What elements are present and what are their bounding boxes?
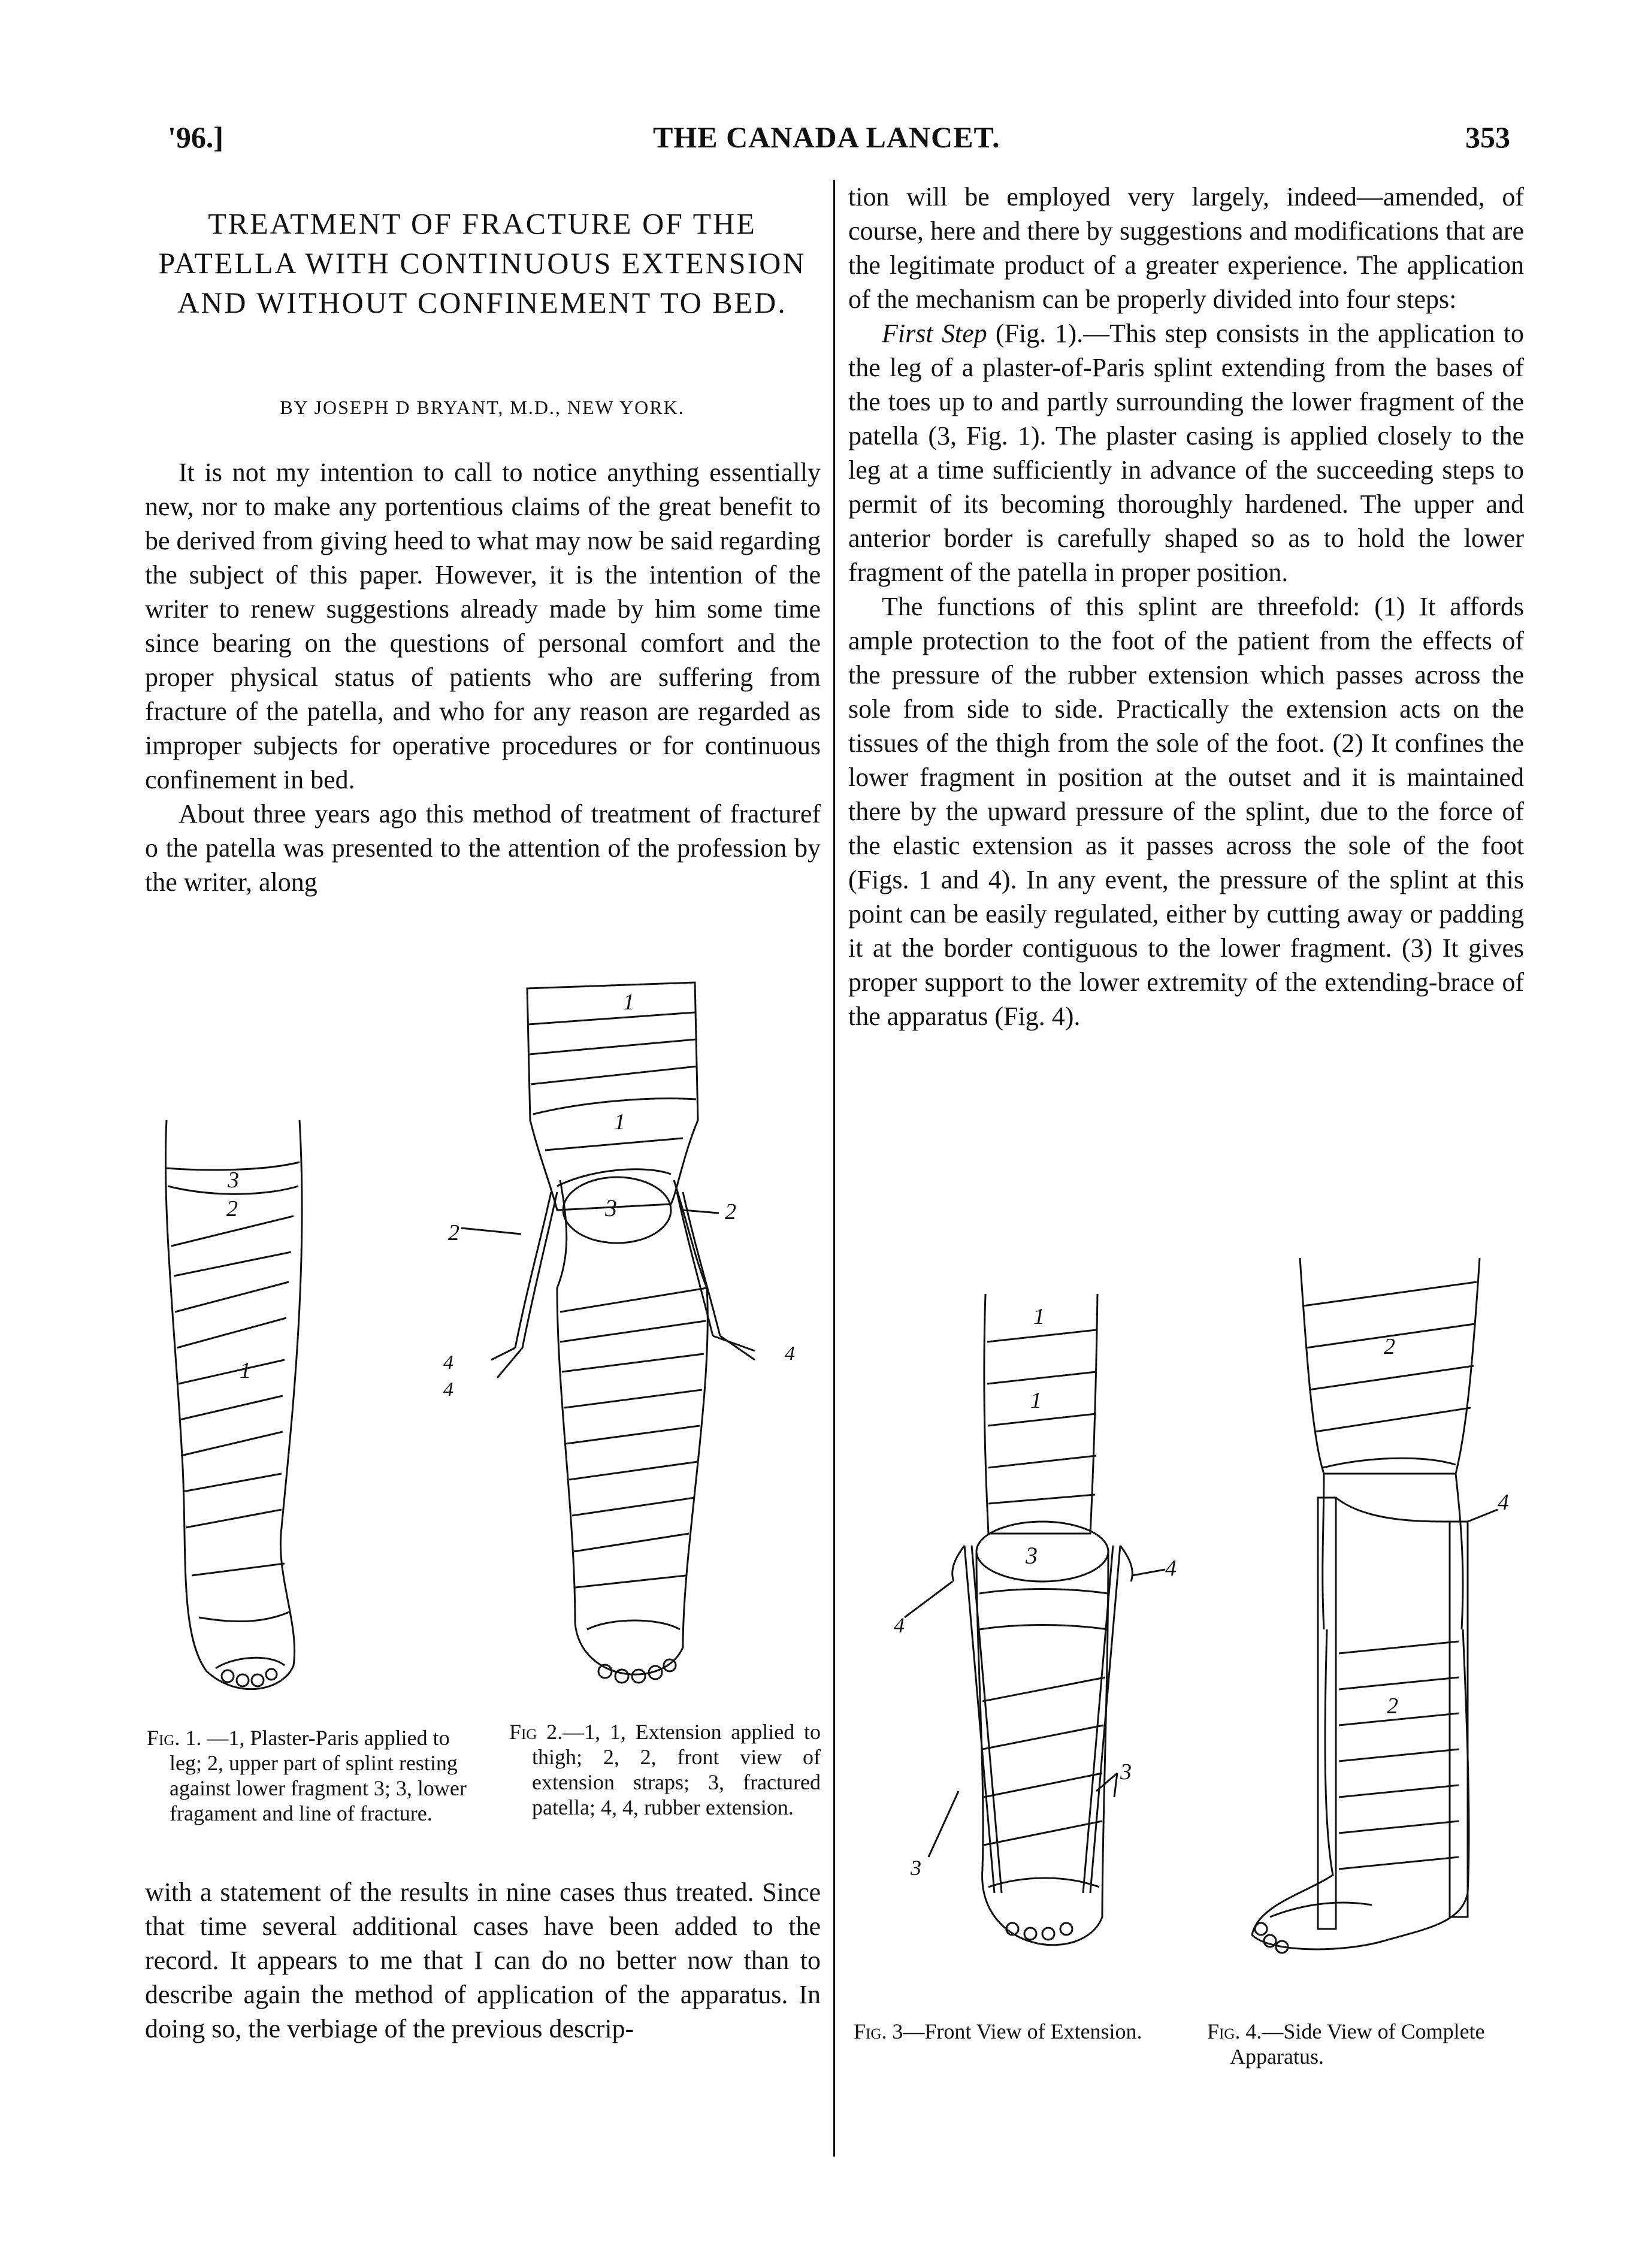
figure-3-drawing [887, 1294, 1198, 1989]
header-journal-title: THE CANADA LANCET. [653, 120, 1000, 154]
fig4-label-4: 4 [1498, 1490, 1509, 1515]
fig2-label-4a: 4 [443, 1351, 453, 1374]
paragraph: tion will be employed very largely, indeed—amended, of course, here and there by suggestions and modifications that are the legitimate product of a greater experience. The application of the mechanism can be properly divided into four steps: [848, 182, 1524, 314]
header-volume: '96.] [168, 120, 224, 154]
fig2-label-1a: 1 [623, 990, 634, 1015]
fig3-label-4b: 4 [894, 1613, 905, 1637]
fig3-label-1a: 1 [1033, 1304, 1045, 1329]
figure-2-caption [509, 1719, 821, 1820]
paragraph [848, 316, 1524, 589]
fig3-caption-text: —Front View of Extension. [903, 2019, 1142, 2043]
fig3-label-1b: 1 [1030, 1388, 1042, 1413]
fig2-label-4c: 4 [785, 1342, 795, 1365]
fig1-label-2: 2 [226, 1196, 238, 1221]
fig3-label-3b: 3 [911, 1856, 921, 1880]
fig3-label-3: 3 [1026, 1542, 1038, 1569]
paragraph: It is not my intention to call to notice anything essentially new, nor to make any portentious claims of the great benefit to be derived from giving heed to what may now be said regarding the subject of this paper. However, it is the intention of the writer to renew suggestions already made by him some time since bearing on the questions of personal comfort and the proper physical status of patients who are suffering from fracture of the patella, and who for any reason are regarded as improper subjects for operative procedures or for continuous confinement in bed. [145, 458, 821, 794]
fig3-label-3c: 3 [1120, 1759, 1132, 1785]
fig1-label-3: 3 [228, 1168, 239, 1193]
figure-3-caption [854, 2019, 1171, 2044]
fig4-label-2b: 2 [1387, 1694, 1398, 1719]
figure-1-drawing [150, 1096, 341, 1707]
fig2-label-1b: 1 [614, 1109, 625, 1135]
paragraph: The functions of this splint are threefold: (1) It affords ample protection to the foot of the patient from the effects of the pressure of the rubber extension which passes across the sole from side to side. Practically the extension acts on the tissues of the thigh from the sole of the foot. (2) It confines the lower fragment in position at the outset and it is maintained there by the upward pressure of the splint, due to the force of the elastic extension as it passes across the sole of the foot (Figs. 1 and 4). In any event, the pressure of the splint at this point can be easily regulated, either by cutting away or padding it at the border contiguous to the lower fragment. (3) It gives proper support to the lower extremity of the extending-brace of the apparatus (Fig. 4). [848, 592, 1524, 1031]
running-header [0, 114, 1636, 168]
figure-1-caption [147, 1725, 470, 1826]
fig2-label-3: 3 [605, 1195, 617, 1221]
fig4-caption-label: Fig. 4. [1207, 2019, 1262, 2043]
figure-4-drawing [1234, 1258, 1546, 1995]
figure-2-drawing [431, 976, 821, 1719]
fig2-caption-text: —1, 1, Extension applied to thigh; 2, 2, front view of extension straps; 3, fractured patella; 4, 4, rubber extension. [532, 1720, 821, 1819]
paragraph: with a statement of the results in nine cases thus treated. Since that time several additional cases have been added to the record. It appears to me that I can do no better now than to describe again the method of application of the apparatus. In doing so, the verbiage of the previous descrip- [145, 1877, 821, 2043]
fig2-label-2b: 2 [725, 1199, 736, 1224]
figure-4-caption [1207, 2019, 1543, 2069]
fig3-label-4a: 4 [1165, 1556, 1177, 1581]
fig3-caption-label: Fig. 3 [854, 2019, 903, 2043]
left-column-top [145, 455, 821, 899]
fig2-label-4b: 4 [443, 1378, 453, 1401]
fig1-caption-text: —1, Plaster-Paris applied to leg; 2, upper part of splint resting against lower fragment 3; 3, lower fragament and line of fracture. [170, 1726, 467, 1825]
paragraph: About three years ago this method of treatment of fracturef o the patella was presented to the attention of the profession by the writer, along [145, 799, 821, 897]
article-byline: BY JOSEPH D BRYANT, M.D., NEW YORK. [280, 397, 685, 418]
first-step-lead: First Step [882, 319, 987, 348]
fig1-caption-label: Fig. 1. [147, 1726, 202, 1750]
fig2-caption-label: Fig 2. [509, 1720, 563, 1744]
first-step-text: (Fig. 1).—This step consists in the application to the leg of a plaster-of-Paris splint extending from the bases of the toes up to and partly surrounding the lower fragment of the patella (3, Fig. 1). The plaster casing is applied closely to the leg at a time sufficiently in advance of the succeeding steps to permit of its becoming thoroughly hardened. The upper and anterior border is carefully shaped so as to hold the lower fragment of the patella in proper position. [848, 319, 1524, 587]
article-title: TREATMENT OF FRACTURE OF THE PATELLA WITH CONTINUOUS EXTENSION AND WITHOUT CONFINEMENT TO BED. [158, 207, 806, 319]
fig1-label-1: 1 [240, 1358, 251, 1383]
fig4-caption-text: —Side View of Complete Apparatus. [1230, 2019, 1485, 2069]
left-column-bottom [145, 1875, 821, 2046]
fig4-label-2a: 2 [1384, 1334, 1395, 1359]
column-divider [833, 180, 835, 2157]
page-number: 353 [1465, 120, 1510, 154]
right-column-text [848, 180, 1524, 1033]
fig2-label-2a: 2 [448, 1220, 459, 1245]
